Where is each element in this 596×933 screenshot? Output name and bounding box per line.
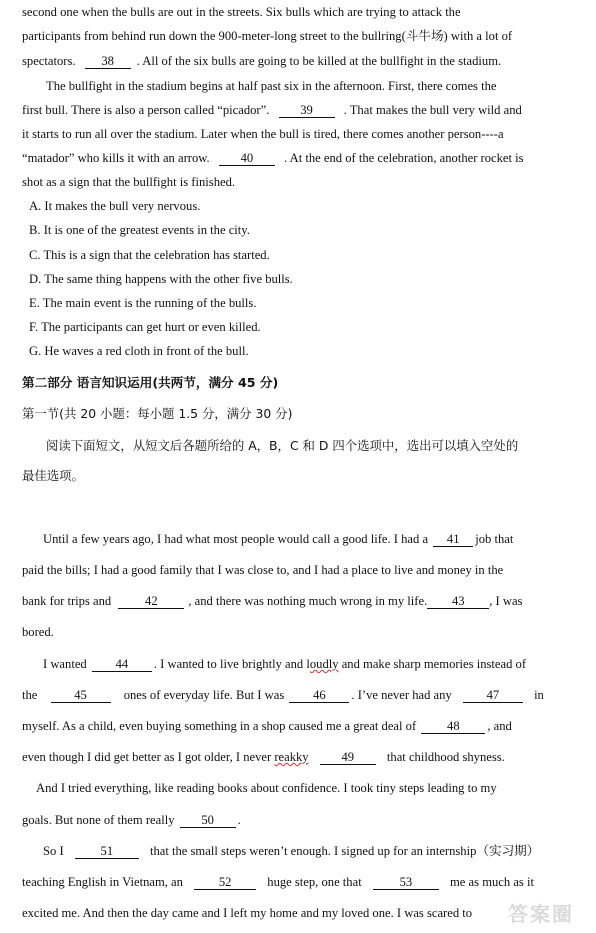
text: huge step, one that bbox=[267, 875, 362, 889]
passage-line bbox=[43, 531, 578, 547]
watermark-logo: 答案圈 bbox=[508, 902, 574, 926]
option-g[interactable]: G. He waves a red cloth in front of the bull. bbox=[29, 344, 249, 358]
text: . That makes the bull very wild and bbox=[343, 103, 522, 117]
text: oudly bbox=[309, 657, 339, 671]
passage-line bbox=[22, 126, 578, 142]
instructions: 阅读下面短文，从短文后各题所给的 A，B，C 和 D 四个选项中，选出可以填入空处的 bbox=[46, 438, 519, 453]
blank-53[interactable]: 53 bbox=[373, 875, 439, 890]
passage-line bbox=[22, 102, 578, 118]
text: first bull. There is also a person called “picador”. bbox=[22, 103, 270, 117]
text: in bbox=[534, 688, 544, 702]
text: ones of everyday life. But I was bbox=[123, 688, 285, 702]
passage-line bbox=[22, 593, 578, 609]
text: job that bbox=[475, 532, 514, 546]
text: reakky bbox=[274, 750, 309, 764]
text: The bullfight in the stadium begins at half past six in the afternoon. First, there comes the bbox=[46, 79, 497, 93]
passage-line bbox=[22, 28, 578, 44]
text: it starts to run all over the stadium. Later when the bull is tired, there comes another person----a bbox=[22, 127, 504, 141]
blank-51[interactable]: 51 bbox=[75, 844, 139, 859]
passage-line bbox=[22, 624, 578, 640]
instructions-cont: 最佳选项。 bbox=[22, 468, 84, 483]
text: that the small steps weren’t enough. I signed up for an internship（实习期） bbox=[149, 844, 540, 858]
option-c[interactable]: C. This is a sign that the celebration has started. bbox=[29, 248, 270, 262]
text: , and there was nothing much wrong in my life. bbox=[188, 594, 428, 608]
option-f[interactable]: F. The participants can get hurt or even killed. bbox=[29, 320, 261, 334]
passage-line bbox=[22, 905, 578, 921]
text: I wanted bbox=[43, 657, 87, 671]
blank-39[interactable]: 39 bbox=[279, 103, 335, 118]
blank-48[interactable]: 48 bbox=[421, 719, 485, 734]
blank-50[interactable]: 50 bbox=[180, 813, 236, 828]
passage-line bbox=[22, 4, 578, 20]
option-e[interactable]: E. The main event is the running of the bulls. bbox=[29, 296, 257, 310]
text: and make sharp memories instead of bbox=[338, 657, 527, 671]
text: Until a few years ago, I had what most people would call a good life. I had a bbox=[43, 532, 429, 546]
text: paid the bills; I had a good family that I was close to, and I had a place to live and money in the bbox=[22, 563, 504, 577]
text: . At the end of the celebration, another rocket is bbox=[284, 151, 524, 165]
text: second one when the bulls are out in the streets. Six bulls which are trying to attack the bbox=[22, 5, 461, 19]
blank-43[interactable]: 43 bbox=[427, 594, 489, 609]
text: , and bbox=[487, 719, 512, 733]
text: “matador” who kills it with an arrow. bbox=[22, 151, 210, 165]
text: . All of the six bulls are going to be killed at the bullfight in the stadium. bbox=[136, 54, 502, 68]
section-title: 第二部分 语言知识运用(共两节，满分 45 分) bbox=[22, 375, 279, 390]
text: goals. But none of them really bbox=[22, 813, 175, 827]
passage-line bbox=[22, 812, 578, 828]
text: excited me. And then the day came and I left my home and my loved one. I was scared to bbox=[22, 906, 473, 920]
blank-47[interactable]: 47 bbox=[463, 688, 523, 703]
blank-42[interactable]: 42 bbox=[118, 594, 184, 609]
text: , I was bbox=[489, 594, 523, 608]
passage-line bbox=[22, 174, 578, 190]
text: participants from behind run down the 900-meter-long street to the bullring(斗牛场) with a lot of bbox=[22, 29, 513, 43]
blank-44[interactable]: 44 bbox=[92, 657, 152, 672]
text: . bbox=[237, 813, 241, 827]
text: that childhood shyness. bbox=[386, 750, 505, 764]
passage-line bbox=[22, 150, 578, 166]
option-a[interactable]: A. It makes the bull very nervous. bbox=[29, 199, 201, 213]
text: And I tried everything, like reading books about confidence. I took tiny steps leading to my bbox=[36, 781, 497, 795]
passage-line bbox=[22, 53, 578, 69]
passage-line bbox=[46, 78, 578, 94]
text: . I’ve never had any bbox=[351, 688, 452, 702]
blank-52[interactable]: 52 bbox=[194, 875, 256, 890]
passage-line bbox=[43, 843, 578, 859]
blank-38[interactable]: 38 bbox=[85, 54, 131, 69]
blank-46[interactable]: 46 bbox=[289, 688, 349, 703]
text: me as much as it bbox=[450, 875, 534, 889]
passage-line bbox=[22, 718, 578, 734]
text: spectators. bbox=[22, 54, 76, 68]
passage-line bbox=[36, 780, 578, 796]
passage-line bbox=[22, 562, 578, 578]
text: So I bbox=[43, 844, 64, 858]
text: even though I did get better as I got older, I never bbox=[22, 750, 275, 764]
section-subtitle: 第一节(共 20 小题：每小题 1.5 分，满分 30 分) bbox=[22, 406, 293, 421]
text: teaching English in Vietnam, an bbox=[22, 875, 183, 889]
text: . I wanted to live brightly and l bbox=[153, 657, 310, 671]
passage-line bbox=[22, 874, 578, 890]
passage-line bbox=[43, 656, 578, 672]
blank-41[interactable]: 41 bbox=[433, 532, 473, 547]
passage-line bbox=[22, 749, 578, 765]
option-b[interactable]: B. It is one of the greatest events in the city. bbox=[29, 223, 250, 237]
text: shot as a sign that the bullfight is finished. bbox=[22, 175, 236, 189]
option-d[interactable]: D. The same thing happens with the other five bulls. bbox=[29, 272, 293, 286]
blank-49[interactable]: 49 bbox=[320, 750, 376, 765]
passage-line bbox=[22, 687, 578, 703]
text: the bbox=[22, 688, 38, 702]
text: bored. bbox=[22, 625, 54, 639]
blank-40[interactable]: 40 bbox=[219, 151, 275, 166]
text: myself. As a child, even buying something in a shop caused me a great deal of bbox=[22, 719, 417, 733]
text: bank for trips and bbox=[22, 594, 112, 608]
blank-45[interactable]: 45 bbox=[51, 688, 111, 703]
